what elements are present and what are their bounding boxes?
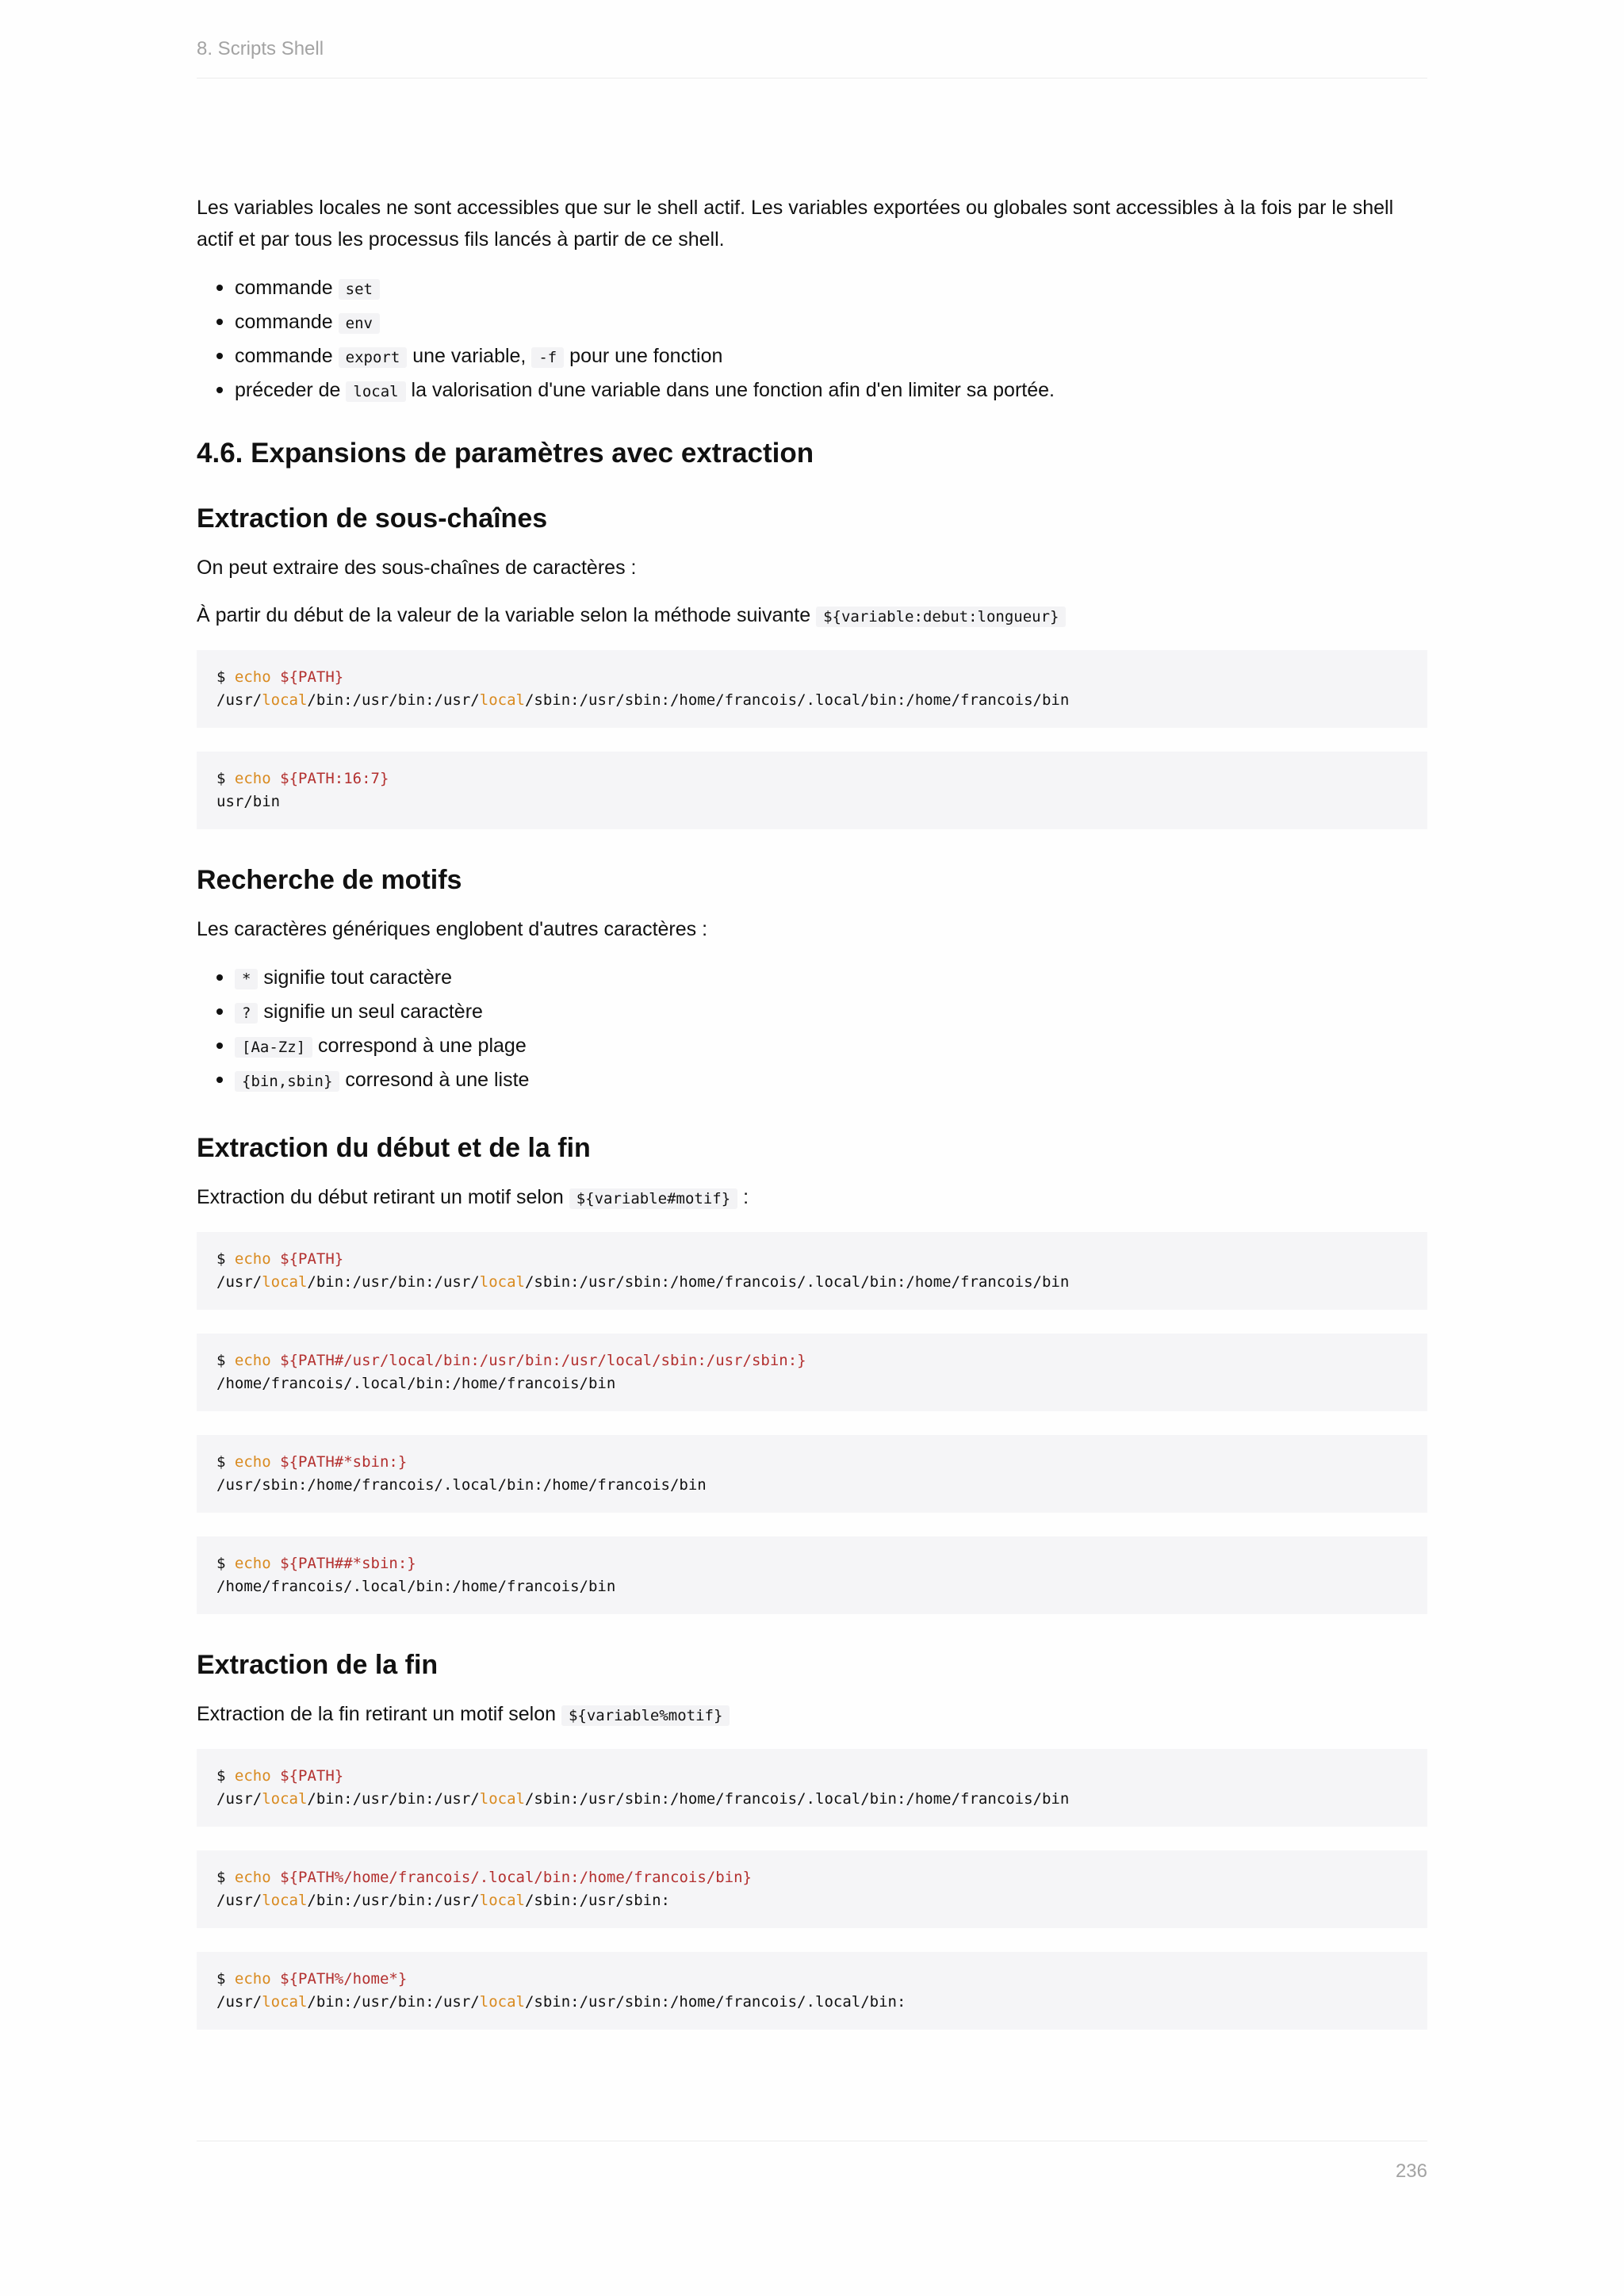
item-text: signifie un seul caractère [263,1001,483,1023]
command-keyword: echo [234,1767,271,1785]
subsection-heading: Extraction de la fin [197,1650,439,1680]
output-text: /usr/ [216,1790,262,1808]
inline-code: set [339,279,380,300]
output-highlight: local [479,691,525,709]
command-keyword: echo [234,770,271,787]
item-text: commande [235,277,333,299]
shell-prompt: $ [216,1555,226,1572]
code-block [197,1232,1427,1310]
output-text: /bin:/usr/bin:/usr/ [307,1790,480,1808]
inline-code: export [339,347,408,368]
chapter-title: 8. Scripts Shell [197,38,324,59]
output-text: /sbin:/usr/sbin:/home/francois/.local/bin: [524,1993,906,2011]
paragraph-text: : [743,1186,749,1208]
inline-code: [Aa-Zz] [235,1037,312,1058]
command-argument: ${PATH#/usr/local/bin:/usr/bin:/usr/local/sbin:/usr/sbin:} [280,1352,806,1369]
paragraph [197,1181,1427,1215]
shell-prompt: $ [216,668,226,686]
command-argument: ${PATH%/home*} [280,1970,408,1988]
list-item [235,995,1427,1029]
inline-code: {bin,sbin} [235,1071,339,1092]
output-text: /bin:/usr/bin:/usr/ [307,1892,480,1909]
output-highlight: local [262,1790,308,1808]
shell-prompt: $ [216,1453,226,1471]
code-block [197,1850,1427,1928]
inline-code: ${variable#motif} [569,1188,737,1209]
command-keyword: echo [234,1970,271,1988]
output-text: /usr/ [216,691,262,709]
wildcard-list [197,961,1427,1097]
command-argument: ${PATH##*sbin:} [280,1555,416,1572]
command-argument: ${PATH} [280,1767,344,1785]
item-text: une variable, [412,345,527,367]
command-keyword: echo [234,668,271,686]
shell-prompt: $ [216,1869,226,1886]
shell-prompt: $ [216,1250,226,1268]
code-block [197,1334,1427,1411]
command-keyword: echo [234,1555,271,1572]
output-text: /sbin:/usr/sbin:/home/francois/.local/bin:/home/francois/bin [524,1273,1070,1291]
output-text: /sbin:/usr/sbin: [524,1892,670,1909]
page-number: 236 [1395,2160,1427,2182]
inline-code: local [346,381,405,402]
output-text: /sbin:/usr/sbin:/home/francois/.local/bin:/home/francois/bin [524,691,1070,709]
variable-commands-list [197,271,1427,408]
subsection-heading: Extraction de sous-chaînes [197,503,548,534]
output-text: /usr/ [216,1273,262,1291]
inline-code: env [339,313,380,334]
output-highlight: local [479,1993,525,2011]
item-text: commande [235,311,333,333]
command-keyword: echo [234,1869,271,1886]
item-text: correspond à une plage [318,1035,527,1057]
output-highlight: local [262,1273,308,1291]
output-highlight: local [479,1273,525,1291]
output-text: usr/bin [216,793,281,810]
page-content [197,192,1427,2030]
shell-prompt: $ [216,770,226,787]
item-text: pour une fonction [569,345,723,367]
section-heading: 4.6. Expansions de paramètres avec extraction [197,438,814,469]
code-block [197,1952,1427,2030]
inline-code: ${variable:debut:longueur} [816,607,1066,627]
item-text: la valorisation d'une variable dans une fonction afin d'en limiter sa portée. [411,379,1055,401]
intro-paragraph: Les variables locales ne sont accessibles que sur le shell actif. Les variables exportées ou globales sont accessibles à la fois par le shell actif et par tous les processus fils lancés à partir de ce shell. [197,197,1394,251]
command-argument: ${PATH} [280,1250,344,1268]
paragraph-text: Extraction du début retirant un motif selon [197,1186,564,1208]
command-argument: ${PATH} [280,668,344,686]
list-item [235,271,1427,305]
command-argument: ${PATH#*sbin:} [280,1453,408,1471]
output-text: /bin:/usr/bin:/usr/ [307,691,480,709]
shell-prompt: $ [216,1970,226,1988]
list-item [235,339,1427,373]
shell-prompt: $ [216,1767,226,1785]
paragraph [197,599,1427,633]
output-text: /bin:/usr/bin:/usr/ [307,1993,480,2011]
paragraph: On peut extraire des sous-chaînes de caractères : [197,557,637,579]
output-text: /bin:/usr/bin:/usr/ [307,1273,480,1291]
subsection-heading: Recherche de motifs [197,865,462,895]
inline-code: ${variable%motif} [561,1705,730,1726]
inline-code: * [235,969,258,989]
item-text: commande [235,345,333,367]
code-block [197,752,1427,829]
output-text: /usr/ [216,1993,262,2011]
subsection-heading: Extraction du début et de la fin [197,1133,591,1163]
command-argument: ${PATH:16:7} [280,770,389,787]
output-text: /sbin:/usr/sbin:/home/francois/.local/bin:/home/francois/bin [524,1790,1070,1808]
list-item [235,305,1427,339]
command-argument: ${PATH%/home/francois/.local/bin:/home/francois/bin} [280,1869,752,1886]
item-text: corresond à une liste [345,1069,530,1091]
output-text: /home/francois/.local/bin:/home/francois/bin [216,1578,616,1595]
code-block [197,1536,1427,1614]
paragraph-text: À partir du début de la valeur de la variable selon la méthode suivante [197,604,811,626]
output-highlight: local [262,1993,308,2011]
output-text: /usr/ [216,1892,262,1909]
paragraph [197,1698,1427,1732]
output-highlight: local [479,1790,525,1808]
item-text: signifie tout caractère [263,966,453,989]
item-text: préceder de [235,379,341,401]
code-block [197,650,1427,728]
list-item [235,1029,1427,1063]
paragraph: Les caractères génériques englobent d'autres caractères : [197,918,708,940]
command-keyword: echo [234,1453,271,1471]
output-text: /home/francois/.local/bin:/home/francois/bin [216,1375,616,1392]
output-text: /usr/sbin:/home/francois/.local/bin:/home/francois/bin [216,1476,707,1494]
list-item [235,373,1427,408]
code-block [197,1749,1427,1827]
paragraph-text: Extraction de la fin retirant un motif selon [197,1703,557,1725]
running-header [197,38,1427,78]
output-highlight: local [262,1892,308,1909]
list-item [235,1063,1427,1097]
command-keyword: echo [234,1352,271,1369]
command-keyword: echo [234,1250,271,1268]
list-item [235,961,1427,995]
output-highlight: local [262,691,308,709]
shell-prompt: $ [216,1352,226,1369]
inline-code: -f [531,347,564,368]
inline-code: ? [235,1003,258,1024]
output-highlight: local [479,1892,525,1909]
code-block [197,1435,1427,1513]
